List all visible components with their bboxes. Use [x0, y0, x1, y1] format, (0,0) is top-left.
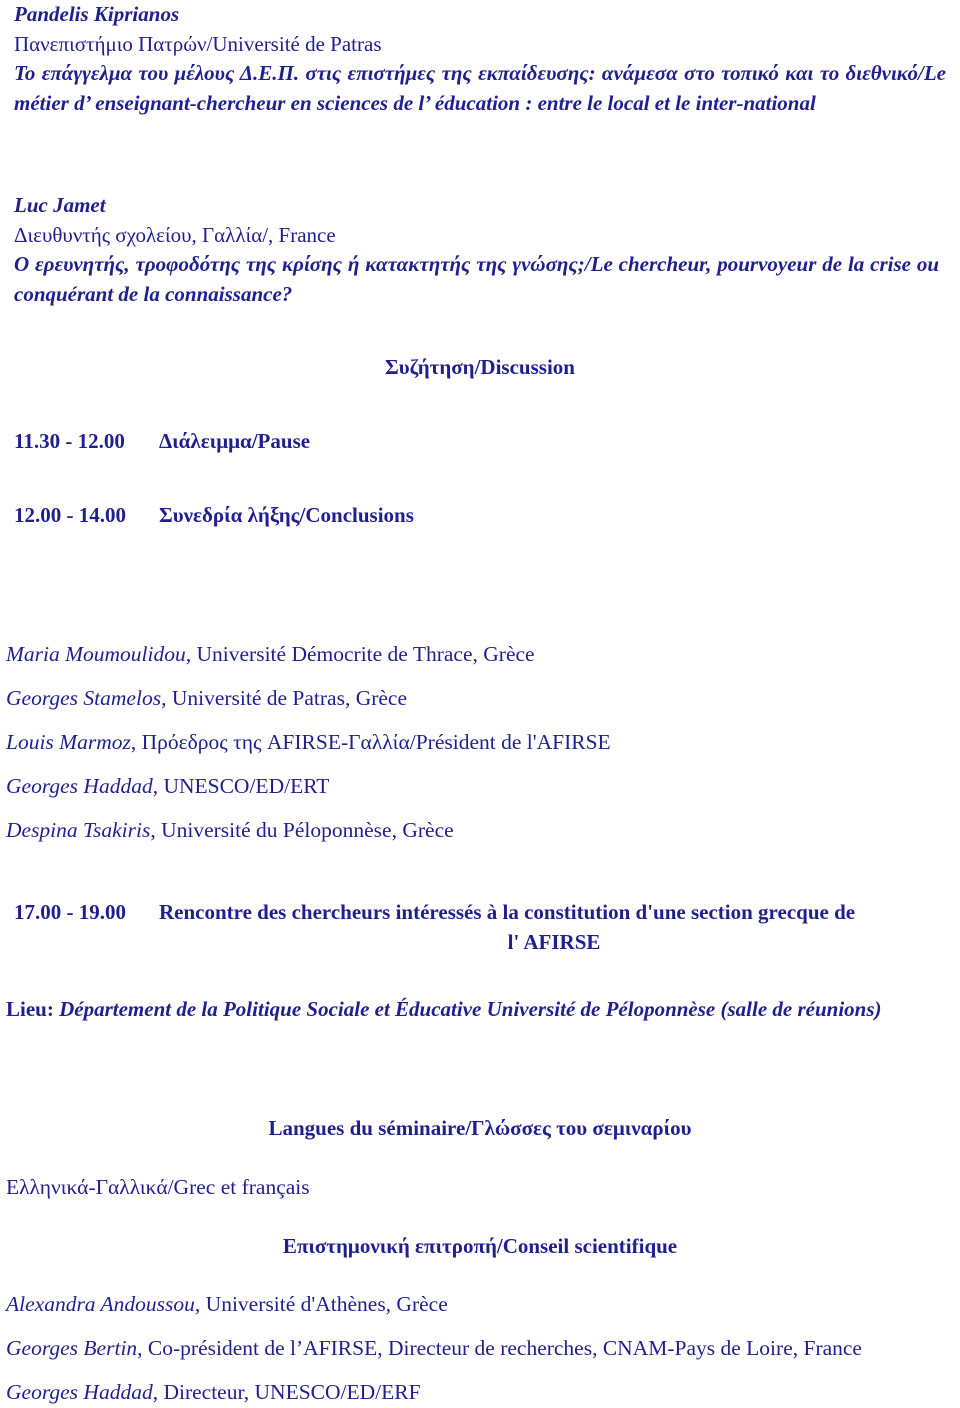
member-role: , Université d'Athènes, Grèce — [194, 1292, 448, 1316]
talk-title: Το επάγγελμα του μέλους Δ.Ε.Π. στις επιστήμες της εκπαίδευσης: ανάμεσα στο τοπικό και το διεθνικό/Le métier d’ enseignant-chercheur en sciences de l’ éducation : entre le local et le inter-national — [14, 61, 946, 115]
panel-member — [6, 728, 611, 758]
committee-heading: Επιστημονική επιτροπή/Conseil scientifique — [282, 1234, 678, 1258]
member-name: Georges Haddad — [6, 774, 153, 798]
speaker-kiprianos — [14, 0, 946, 118]
meeting-title: Rencontre des chercheurs intéressés à la constitution d'une section grecque de — [159, 900, 856, 924]
languages-heading: Langues du séminaire/Γλώσσες του σεμιναρίου — [268, 1116, 692, 1140]
member-name: Maria Moumoulidou, — [6, 642, 192, 666]
meeting-block — [14, 898, 954, 957]
member-role: Université Démocrite de Thrace, Grèce — [191, 642, 535, 666]
member-name: Georges Haddad — [6, 1380, 153, 1404]
lieu-block — [6, 995, 954, 1025]
committee-member — [6, 1378, 421, 1408]
member-role: , Πρόεδρος της AFIRSE-Γαλλία/Président de l'AFIRSE — [130, 730, 611, 754]
schedule-pause — [14, 427, 310, 457]
lieu-label: Lieu: — [6, 997, 54, 1021]
panel-member — [6, 684, 407, 714]
discussion-heading: Συζήτηση/Discussion — [385, 355, 575, 379]
lieu-text: Département de la Politique Sociale et Éducative Université de Péloponnèse (salle de réunions) — [53, 997, 882, 1021]
member-name: Alexandra Andoussou — [6, 1292, 195, 1316]
member-name: Georges Bertin — [6, 1336, 138, 1360]
panel-member — [6, 640, 535, 670]
member-name: Despina Tsakiris — [6, 818, 151, 842]
committee-member — [6, 1290, 448, 1320]
schedule-label: Συνεδρία λήξης/Conclusions — [159, 503, 414, 527]
schedule-time: 11.30 - 12.00 — [14, 429, 125, 453]
member-name: Louis Marmoz — [6, 730, 131, 754]
panel-member — [6, 772, 329, 802]
speaker-affiliation: Πανεπιστήμιο Πατρών/Université de Patras — [14, 31, 382, 56]
schedule-time: 12.00 - 14.00 — [14, 503, 126, 527]
member-role: , Université du Péloponnèse, Grèce — [150, 818, 454, 842]
member-role: , UNESCO/ED/ERT — [152, 774, 330, 798]
member-role: , Co-président de l’AFIRSE, Directeur de recherches, CNAM-Pays de Loire, France — [137, 1336, 862, 1360]
meeting-time: 17.00 - 19.00 — [14, 900, 126, 924]
schedule-conclusions — [14, 501, 414, 531]
speaker-name: Pandelis Kiprianos — [14, 2, 180, 26]
member-role: , Université de Patras, Grèce — [161, 686, 408, 710]
panel-member — [6, 816, 454, 846]
speaker-jamet — [14, 191, 946, 309]
speaker-name: Luc Jamet — [14, 193, 106, 217]
member-role: , Directeur, UNESCO/ED/ERF — [152, 1380, 421, 1404]
speaker-affiliation: Διευθυντής σχολείου, Γαλλία/, France — [14, 222, 336, 247]
languages-value: Ελληνικά-Γαλλικά/Grec et français — [6, 1175, 310, 1199]
member-name: Georges Stamelos — [6, 686, 162, 710]
schedule-label: Διάλειμμα/Pause — [159, 429, 311, 453]
meeting-title-cont: l' AFIRSE — [507, 929, 601, 954]
committee-member — [6, 1334, 862, 1364]
talk-title: Ο ερευνητής, τροφοδότης της κρίσης ή κατακτητής της γνώσης;/Le chercheur, pourvoyeur de la crise ou conquérant de la connaissance? — [14, 252, 939, 306]
